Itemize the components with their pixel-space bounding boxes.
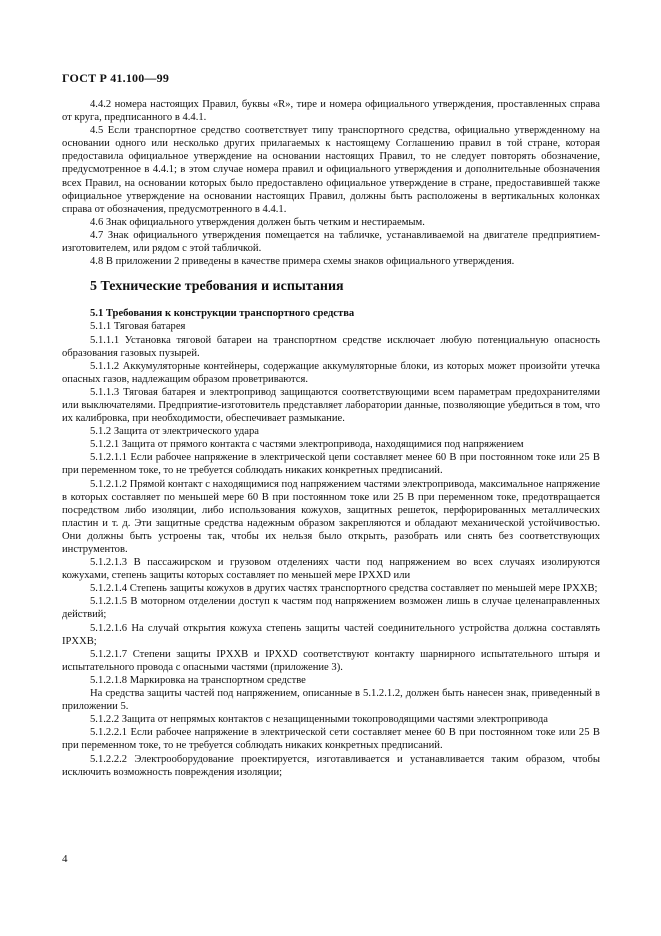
paragraph: 5.1.1.1 Установка тяговой батареи на транспортном средстве исключает любую потенциальную опасность образования газовых пузырей. bbox=[62, 334, 600, 359]
paragraph: 5.1.2.1.4 Степень защиты кожухов в других частях транспортного средства составляет по меньшей мере IPXXB; bbox=[90, 583, 598, 595]
paragraph: 5.1.2.1.6 На случай открытия кожуха степень защиты частей соединительного устройства должна составлять IPXXB; bbox=[62, 622, 600, 647]
paragraph: 5.1.2.1.8 Маркировка на транспортном средстве bbox=[90, 674, 306, 686]
paragraph: 5.1.1.3 Тяговая батарея и электропривод защищаются соответствующими всем параметрам предохранителями или выключателями. Предприятие-изготовитель представляет лаборатории данные, позволяющие убедиться в том, что их калибровка, при необходимости, обеспечивает размыкание. bbox=[62, 386, 600, 425]
paragraph: 5.1.2.1 Защита от прямого контакта с частями электропривода, находящимися под напряжением bbox=[90, 439, 524, 451]
paragraph: 4.8 В приложении 2 приведены в качестве примера схемы знаков официального утверждения. bbox=[90, 256, 515, 268]
paragraph: 5.1.2.1.7 Степени защиты IPXXB и IPXXD соответствуют контакту шарнирного испытательного штыря и испытательного провода с опасными частями (приложение 3). bbox=[62, 648, 600, 673]
paragraph: 5.1.1 Тяговая батарея bbox=[90, 321, 186, 333]
paragraph: 5.1.2.1.5 В моторном отделении доступ к частям под напряжением возможен лишь в случае целенаправленных действий; bbox=[62, 596, 600, 621]
paragraph: 5.1.2 Защита от электрического удара bbox=[90, 426, 259, 438]
paragraph: На средства защиты частей под напряжением, описанные в 5.1.2.1.2, должен быть нанесен знак, приведенный в приложении 5. bbox=[62, 688, 600, 713]
paragraph: 4.4.2 номера настоящих Правил, буквы «R», тире и номера официального утверждения, проставленных справа от круга, предписанного в 4.4.1. bbox=[62, 99, 600, 124]
paragraph: 4.7 Знак официального утверждения помещается на табличке, устанавливаемой на двигателе предприятием-изготовителем, или рядом с этой табличкой. bbox=[62, 229, 600, 255]
paragraph: 5.1.2.1.1 Если рабочее напряжение в электрической цепи составляет менее 60 В при постоянном токе или 25 В при переменном токе, то не требуется соблюдать никаких конкретных предписаний. bbox=[62, 452, 600, 477]
section-heading: 5 Технические требования и испытания bbox=[90, 279, 344, 295]
paragraph: 5.1.2.1.3 В пассажирском и грузовом отделениях части под напряжением во всех случаях изолируются кожухами, степень защиты которых составляет по меньшей мере IPXXD или bbox=[62, 557, 600, 582]
paragraph: 5.1.2.1.2 Прямой контакт с находящимися под напряжением частями электропривода, максимальное напряжение в которых составляет по меньшей мере 60 В при постоянном токе или 25 В при переменном токе, предотвращается посредством либо изоляции, либо использования кожухов, защитных решеток, перфорированных металлических пластин и т. д. Эти защитные средства надежным образом закрепляются и обладают механической устойчивостью. Они должны быть устроены так, чтобы их нельзя было открыть, разобрать или снять без соответствующих инструментов. bbox=[62, 478, 600, 555]
page-number: 4 bbox=[62, 853, 68, 865]
document-header: ГОСТ Р 41.100—99 bbox=[62, 71, 170, 85]
paragraph: 5.1.1.2 Аккумуляторные контейнеры, содержащие аккумуляторные блоки, из которых может произойти утечка опасных газов, надлежащим образом проветриваются. bbox=[62, 360, 600, 385]
page-body bbox=[62, 98, 600, 779]
paragraph: 4.6 Знак официального утверждения должен быть четким и нестираемым. bbox=[90, 216, 425, 228]
subsection-heading: 5.1 Требования к конструкции транспортного средства bbox=[90, 308, 355, 320]
paragraph: 5.1.2.2.1 Если рабочее напряжение в электрической сети составляет менее 60 В при постоянном токе или 25 В при переменном токе, то не требуется соблюдать никаких конкретных предписаний. bbox=[62, 727, 600, 752]
paragraph: 5.1.2.2 Защита от непрямых контактов с незащищенными токопроводящими частями электропривода bbox=[90, 714, 548, 726]
paragraph: 4.5 Если транспортное средство соответствует типу транспортного средства, официально утвержденному на основании одного или несколько других прилагаемых к настоящему Соглашению правил в той стране, которая предоставила официальное утверждение на основании настоящих Правил, то не следует повторять обозначение, предусмотренное в 4.4.1; в этом случае номера правил и официального утверждения и дополнительные обозначения всех Правил, на основании которых было предоставлено официальное утверждение в стране, предоставившей также официальное утверждение на основании настоящих Правил, должны быть расположены в вертикальных колонках справа от обозначения, предусмотренного в 4.4.1. bbox=[62, 125, 600, 215]
paragraph: 5.1.2.2.2 Электрооборудование проектируется, изготавливается и устанавливается таким образом, чтобы исключить возможность повреждения изоляции; bbox=[62, 753, 600, 778]
